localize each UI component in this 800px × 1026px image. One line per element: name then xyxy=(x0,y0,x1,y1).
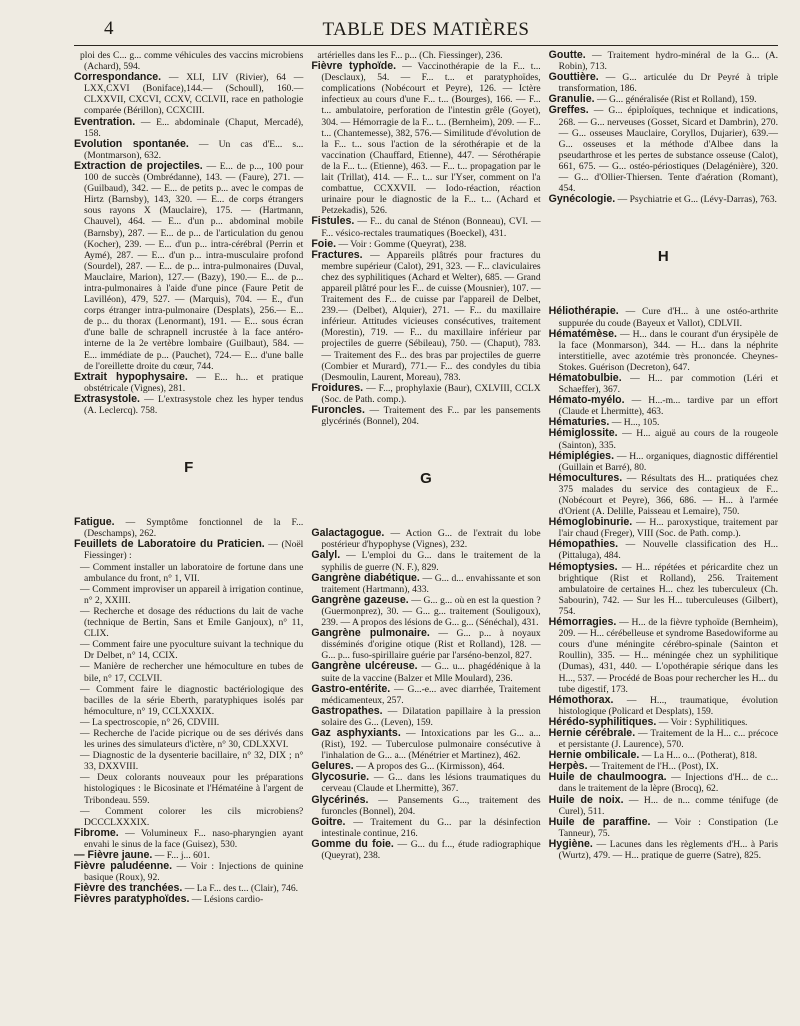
index-entry xyxy=(311,772,540,794)
entry-headword: Hématobulbie. xyxy=(548,371,622,384)
entry-headword: Evolution spontanée. xyxy=(74,137,189,150)
index-entry xyxy=(74,72,303,116)
index-entry xyxy=(74,539,303,561)
index-entry xyxy=(74,861,303,883)
index-entry xyxy=(549,517,778,539)
entry-headword: Fractures. xyxy=(311,248,363,261)
entry-text: — Injections d'H... de c... dans le traitement de la lèpre (Brocq), 62. xyxy=(558,772,778,795)
entry-text: — Psychiatrie et G... (Lévy-Darras), 763. xyxy=(615,194,777,206)
entry-headword: Hématémèse. xyxy=(548,327,617,340)
entry-headword: Eventration. xyxy=(74,115,136,128)
entry-headword: Fistules. xyxy=(311,215,355,228)
entry-text: — Lacunes dans les règlements d'H... à Paris (Wurtz), 479. — H... pratique de guerre (Satre), 825. xyxy=(558,838,778,861)
index-entry xyxy=(311,383,540,405)
entry-text: — H... paroxystique, traitement par l'air chaud (Freger), VIII (Soc. de Path. comp.). xyxy=(558,517,778,540)
entry-text: — XLI, LIV (Rivier), 64 —LXX,CXVI (Boniface),144.— (Schoull), 160.— CLXXVII, CXCVI, CCXV, CCLVII, race en pathologie comparée (Bérillon), CCXCIII. xyxy=(84,72,304,117)
entry-text: — La H... o... (Potherat), 818. xyxy=(639,750,758,762)
entry-text: — Pansements G..., traitement des furoncles (Bonnel), 204. xyxy=(321,794,541,817)
entry-headword: Extrasystole. xyxy=(74,392,140,405)
entry-headword: Hémothorax. xyxy=(548,693,614,706)
entry-text: — Traitement du G... par la désinfection intestinale continue, 216. xyxy=(321,816,541,839)
entry-headword: Fièvres paratyphoïdes. xyxy=(74,893,190,906)
entry-headword: Huile de chaulmoogra. xyxy=(548,771,667,784)
index-entry xyxy=(74,117,303,139)
entry-headword: Hernie cérébrale. xyxy=(548,726,636,739)
entry-text: — H..., 105. xyxy=(609,417,660,429)
running-title: TABLE DES MATIÈRES xyxy=(322,19,530,40)
entry-headword: Foie. xyxy=(311,237,337,250)
entry-headword: Herpès. xyxy=(548,760,588,773)
entry-text: — E... h... et pratique obstétricale (Vignes), 281. xyxy=(84,371,304,394)
index-entry xyxy=(549,817,778,839)
entry-headword: Gangrène pulmonaire. xyxy=(311,627,430,640)
index-columns xyxy=(74,50,778,905)
entry-headword: Hernie ombilicale. xyxy=(548,749,640,762)
entry-text: — L'emploi du G... dans le traitement de la syphilis de guerre (N. F.), 829. xyxy=(321,550,541,573)
index-entry xyxy=(74,661,303,683)
entry-headword: Fièvre des tranchées. xyxy=(74,882,183,895)
entry-text: — Vaccinothérapie de la F... t... (Desclaux), 54. — F... t... et paratyphoïdes, complications (Nobécourt et Peyre), 126. — Ictère infectieux au cours d'une F... t... (Bourges), 166. — F... t... ambulatoire, perforation de l'intestin grêle (Goyet), 304. — Hémorragie de la F... t... (Bernheim), 209. — F... t... (Chantemesse), 382, 576.— Similitude d'évolution de la F... t... sous l'action de la sérothérapie et de la vaccination (Chauffard, Etienne), 447. — Sérothérapie de la F... t... (Etienne), 463. — F... t... propagation par le lait (Trillat), 414. — F... t... sur l'Yser, comment on l'a combattue, CCXXVII. — Iodo-réaction, réaction urinaire pour le diagnostic de la F... t... (Achard et Petzekadis), 526. xyxy=(321,61,541,217)
index-entry xyxy=(549,194,778,205)
entry-headword: Fibrome. xyxy=(74,826,119,839)
entry-text: — Dilatation papillaire à la pression solaire des G... (Leven), 159. xyxy=(321,705,541,728)
index-entry xyxy=(549,306,778,328)
index-entry xyxy=(74,728,303,750)
entry-text: — H... répétées et péricardite chez un brightique (Rist et Rolland), 256. Traitement ambulatoire de certaines H... chez les tuberculeux (Ch. Sabourin), 742. — Sur les H... tuberculeuses (Gilbert), 754. xyxy=(558,561,778,617)
index-entry xyxy=(74,806,303,828)
index-entry xyxy=(74,606,303,639)
header-rule xyxy=(74,45,778,46)
index-entry xyxy=(311,706,540,728)
entry-headword: Glycosurie. xyxy=(311,771,370,784)
index-entry xyxy=(549,105,778,194)
index-entry xyxy=(74,684,303,717)
entry-headword: Extraction de projectiles. xyxy=(74,159,203,172)
entry-headword: Feuillets de Laboratoire du Praticien. xyxy=(74,538,265,551)
entry-text: — Voir : Constipation (Le Tanneur), 75. xyxy=(558,816,778,839)
entry-text: — Action G... de l'extrait du lobe postérieur d'hypophyse (Vignes), 232. xyxy=(321,528,541,551)
entry-headword: Furoncles. xyxy=(311,404,365,416)
index-entry xyxy=(74,161,303,372)
entry-text: — Comment installer un laboratoire de fortune dans une ambulance du front, n° 1, VII. xyxy=(80,561,304,584)
entry-text: — G...-e... avec diarrhée, Traitement médicamenteux, 257. xyxy=(321,683,541,706)
index-entry xyxy=(549,395,778,417)
entry-headword: Gelures. xyxy=(311,760,354,773)
index-entry xyxy=(311,573,540,595)
index-entry xyxy=(549,329,778,373)
index-entry xyxy=(549,373,778,395)
entry-text: ploi des C... g... comme véhicules des vaccins microbiens (Achard), 594. xyxy=(80,50,304,73)
section-letter: G xyxy=(420,470,432,488)
entry-headword: Hémiplégies. xyxy=(548,449,615,462)
entry-text: — Traitement des F... par les pansements glycérinés (Bonnel), 204. xyxy=(321,405,541,428)
entry-headword: Gangrène diabétique. xyxy=(311,571,420,584)
entry-headword: Granulie. xyxy=(548,93,595,106)
index-entry xyxy=(311,216,540,238)
entry-text: — L'extrasystole chez les hyper tendus (A. Leclercq). 758. xyxy=(84,393,304,416)
entry-text: — H...-m... tardive par un effort (Claude et Lhermitte), 463. xyxy=(558,395,778,418)
column-3 xyxy=(549,50,778,905)
index-entry xyxy=(549,451,778,473)
entry-text: — E... de p..., 100 pour 100 de succès (Ombrédanne), 143. — (Faure), 271. — (Guilbaud), 342. — E... de petits p... avec le compas de Hirtz (Barnsby), 143, 320. — E... de corps étrangers sous rayons X (Mauclaire), 175. — (Hartmann, Chauvel), 464. — E... d'un p... abdominal mobile (Barnsby), 287. — E... de p... de l'articulation du genou (Kocher), 239. — E... d'un p... intra-cérébral (Perrin et Aymé), 287. — E... d'un p... intra-musculaire profond (Sourdel), 287. — E... de p... intra-pulmonaires (Duval, Mauclaire, Marion), 127.— (Bazy), 190.— E... de p... intra-pulmonaires à l'aide d'une pince (Faure Petit de Lavilléon), 479, 527. — (Marquis), 704. — E., d'un corps étranger intra-pulmonaire (Desplats), 256.— E... de p... du thorax (Lenormant), 191. — E... sous écran d'une balle de schrapnell incrustée à la face antéro-interne de la 2e vertèbre lombaire (Guilbaut), 584. — E... immédiate de p... (Pauchet), 724.— E... d'une balle de l'oreillette droite du cœur, 744. xyxy=(84,160,304,372)
entry-text: — Résultats des H... pratiquées chez 375 malades du service des contagieux de F... (Nobécourt et Peyre), 366, 686. — H... à l'armée d'Orient (A. Delille, Paisseau et Lemaire), 750. xyxy=(558,472,778,518)
index-entry xyxy=(311,628,540,661)
entry-text: — Comment faire une pyoculture suivant la technique du Dr Delbet, n° 14, CCIX. xyxy=(80,639,304,662)
entry-headword: Héliothérapie. xyxy=(548,305,619,318)
index-entry xyxy=(311,817,540,839)
index-entry xyxy=(74,717,303,728)
entry-text: — G... généralisée (Rist et Rolland), 159. xyxy=(594,94,757,106)
entry-text: — H... par commotion (Léri et Schaeffer), 367. xyxy=(558,372,778,396)
index-entry xyxy=(549,839,778,861)
index-entry xyxy=(74,394,303,416)
page-number: 4 xyxy=(104,18,114,39)
entry-text: — Comment improviser un appareil à irrigation continue, n° 2, XXIII. xyxy=(80,583,304,606)
entry-headword: Greffes. xyxy=(548,104,589,117)
entry-headword: Hémoglobinurie. xyxy=(548,516,633,529)
entry-headword: Correspondance. xyxy=(74,71,162,84)
entry-headword: Gouttière. xyxy=(548,71,599,84)
entry-text: — Diagnostic de la dysenterie bacillaire, n° 32, DIX ; n° 33, DXXVIII. xyxy=(80,750,304,773)
entry-headword: Gastropathes. xyxy=(311,704,383,717)
index-entry xyxy=(74,584,303,606)
index-entry xyxy=(74,894,303,905)
index-entry xyxy=(549,428,778,450)
entry-text: — Appareils plâtrés pour fractures du membre supérieur (Calot), 291, 323. — F... claviculaires chez des syphilitiques (Achard et Welter), 685. — Grand appareil plâtré pour les F... de cuisse (Mousnier), 107. — Traitement des F... de cuisse par l'appareil de Delbet, 239.— (Delbet), Alquier), 271. — F... du maxillaire inférieur. Attitudes vicieuses consécutives, traitement (Morestin), 719. — F... du maxillaire inférieur par projectiles de guerre (Sébileau), 750. — (Chaput), 783. — Traitement des F... des bras par projectiles de guerre (Combier et Murard), 771.— F... des condyles du tibia (Desmoulin, Laurent, Moreau), 783. xyxy=(321,249,541,383)
index-entry xyxy=(74,517,303,539)
page-header xyxy=(74,18,778,44)
index-entry xyxy=(311,528,540,550)
entry-text: — (Noël Fiessinger) : xyxy=(84,539,304,562)
index-entry xyxy=(74,750,303,772)
entry-text: — G... épiploïques, technique et indications, 268. — G... nerveuses (Gosset, Sicard et Dambrin), 270. — G... osseuses Mauclaire, Coryllos, Dujarier), 639.— G... osseuses et la méthode d'Albee dans la pseudarthrose et les pertes de substance osseuse (Calot), 661, 675. — G... ostéo-périostiques (Delagénière), 320. — G... d'Ollier-Thiersen. Tente d'aération (Romant), 454. xyxy=(558,105,778,195)
entry-text: — H..., traumatique, évolution histologique (Policard et Desplats), 159. xyxy=(558,694,778,717)
index-entry xyxy=(311,61,540,216)
entry-text: — E... abdominale (Chaput, Mercadé), 158. xyxy=(84,116,304,139)
section-letter: H xyxy=(657,248,669,266)
index-entry xyxy=(74,772,303,805)
entry-text: — G... articulée du Dr Peyré à triple transformation, 186. xyxy=(558,72,778,95)
entry-headword: Glycérinés. xyxy=(311,793,369,806)
entry-text: — G... dans les lésions traumatiques du cerveau (Claude et Lhermitte), 367. xyxy=(321,772,541,795)
index-entry xyxy=(74,139,303,161)
index-entry xyxy=(311,661,540,683)
entry-text: — H... de n... comme ténifuge (de Curel), 511. xyxy=(558,794,778,817)
entry-text: — H... de la fièvre typhoïde (Bernheim), 209. — H... cérébelleuse et syndrome Basedowiforme au cours d'une méningite cérébro-spinale (Sainton et Roullin), 335. — H... méningée chez un syphilitique (Dumas), 431, 440. — L'opothérapie sérique dans les H..., 537. — Procédé de Boas pour rechercher les H... du tube digestif, 173. xyxy=(558,617,778,695)
entry-text: — Traitement de l'H... (Post), IX. xyxy=(587,761,719,773)
entry-headword: Extrait hypophysaire. xyxy=(74,370,188,383)
entry-headword: Gomme du foie. xyxy=(311,837,394,850)
entry-headword: Galactagogue. xyxy=(311,527,385,540)
entry-text: — F..., prophylaxie (Baur), CXLVIII, CCLX (Soc. de Path. comp.). xyxy=(321,382,541,405)
entry-text: — Comment colorer les cils microbiens? DCCCLXXXIX. xyxy=(80,805,304,828)
entry-headword: Gynécologie. xyxy=(548,193,616,206)
entry-headword: Huile de paraffine. xyxy=(548,815,651,828)
entry-text: — H... aiguë au cours de la rougeole (Sainton), 335. xyxy=(558,428,778,451)
entry-text: — Traitement hydro-minéral de la G... (A. Robin), 713. xyxy=(558,50,778,73)
entry-text: — H... organiques, diagnostic différentiel (Guillain et Barré), 80. xyxy=(558,450,778,473)
entry-headword: Hémorragies. xyxy=(548,616,617,629)
entry-text: — Lésions cardio- xyxy=(189,894,264,906)
entry-headword: Hémoptysies. xyxy=(548,560,618,573)
entry-headword: Fièvre typhoïde. xyxy=(311,60,397,73)
entry-text: — Un cas d'E... s... (Montmarson), 632. xyxy=(84,138,304,161)
entry-text: — Volumineux F... naso-pharyngien ayant envahi le sinus de la face (Guisez), 530. xyxy=(84,827,304,850)
entry-text: — Traitement de la H... c... précoce et persistante (J. Laurence), 570. xyxy=(558,727,778,751)
column-2 xyxy=(311,50,540,905)
entry-headword: Hémocultures. xyxy=(548,471,623,484)
entry-headword: Goitre. xyxy=(311,815,346,828)
index-entry xyxy=(549,473,778,517)
entry-headword: Huile de noix. xyxy=(548,793,624,806)
index-entry xyxy=(549,695,778,717)
entry-text: — A propos des G... (Kirmisson), 464. xyxy=(353,761,505,773)
entry-text: — Voir : Syphilitiques. xyxy=(656,716,748,728)
index-entry xyxy=(311,795,540,817)
index-entry xyxy=(311,728,540,761)
index-entry xyxy=(549,617,778,695)
entry-text: — Symptôme fonctionnel de la F... (Deschamps), 262. xyxy=(84,517,304,540)
entry-text: artérielles dans les F... p... (Ch. Fiessinger), 236. xyxy=(317,50,503,61)
index-entry xyxy=(311,595,540,628)
index-entry xyxy=(74,372,303,394)
index-entry xyxy=(74,828,303,850)
entry-headword: Goutte. xyxy=(548,49,586,61)
index-entry xyxy=(311,839,540,861)
index-entry xyxy=(311,550,540,572)
entry-headword: Hématuries. xyxy=(548,416,610,429)
entry-text: — G... du f..., étude radiographique (Queyrat), 238. xyxy=(321,838,541,861)
entry-text: — G... u... phagédénique à la suite de la vaccine (Balzer et Mlle Moulard), 236. xyxy=(321,661,541,684)
entry-headword: Froidures. xyxy=(311,381,364,394)
index-entry xyxy=(74,50,303,72)
entry-headword: Gangrène ulcéreuse. xyxy=(311,660,418,673)
entry-headword: Fièvre paludéenne. xyxy=(74,860,173,873)
entry-headword: Gangrène gazeuse. xyxy=(311,593,409,606)
entry-text: — Intoxications par les G... a... (Rist), 192. — Tuberculose pulmonaire consécutive à l'inhalation de G... a... (Ménétrier et Martinez), 462. xyxy=(321,727,541,762)
entry-headword: — Fièvre jaune. xyxy=(74,849,153,861)
index-entry xyxy=(549,795,778,817)
entry-headword: Gastro-entérite. xyxy=(311,682,391,695)
entry-headword: Hygiène. xyxy=(548,837,593,850)
index-entry xyxy=(549,72,778,94)
entry-headword: Galyl. xyxy=(311,549,341,562)
entry-text: — Voir : Injections de quinine basique (Roux), 92. xyxy=(84,861,304,884)
section-letter: F xyxy=(184,459,194,477)
entry-text: — Recherche et dosage des réductions du lait de vache (technique de Bertin, Sans et Emile Ganjoux), n° 11, CLIX. xyxy=(80,605,304,640)
entry-text: — Recherche de l'acide picrique ou de ses dérivés dans les urines des simulateurs d'ictère, n° 30, CDLXXVI. xyxy=(80,727,304,751)
entry-headword: Hémopathies. xyxy=(548,538,619,551)
entry-text: — La F... des t... (Clair), 746. xyxy=(182,883,299,895)
index-entry xyxy=(311,250,540,383)
entry-text: — Cure d'H... à une ostéo-arthrite suppurée du coude (Bayeux et Vallot), CDLVII. xyxy=(558,306,778,329)
entry-headword: Hémiglossite. xyxy=(548,427,618,440)
entry-headword: Hémato-myélo. xyxy=(548,394,625,407)
column-1 xyxy=(74,50,303,905)
entry-text: — G... p... à noyaux disséminés d'origine otique (Rist et Rolland), 128. — G... p... fuso-spirillaire guérie par l'arséno-benzol, 827. xyxy=(321,628,541,662)
index-entry xyxy=(549,539,778,561)
entry-text: — G... d... envahissante et son traitement (Hartmann), 433. xyxy=(321,572,541,595)
index-entry xyxy=(549,562,778,617)
entry-headword: Gaz asphyxiants. xyxy=(311,726,401,739)
entry-text: — Manière de rechercher une hémoculture en tubes de bile, n° 17, CCLVII. xyxy=(80,661,304,684)
entry-text: — Comment faire le diagnostic bactériologique des bacilles de la série Eberth, paratyphiques isolés par hémoculture, n° 19, CCLXXXIX. xyxy=(80,683,304,717)
entry-text: — F... du canal de Sténon (Bonneau), CVI. — F... vésico-rectales traumatiques (Boeckel), 431. xyxy=(321,216,541,239)
index-entry xyxy=(549,728,778,750)
entry-text: — Voir : Gomme (Queyrat), 238. xyxy=(336,238,467,250)
entry-headword: Hérédo-syphilitiques. xyxy=(548,715,657,728)
index-entry xyxy=(74,562,303,584)
index-entry xyxy=(311,684,540,706)
entry-headword: Fatigue. xyxy=(74,516,115,529)
entry-text: — H... dans le courant d'un érysipèle de la face (Monmarson), 344. — H... dans la néphrite interstitielle, avec azotémie très prononcée. Cheynes-Stokes. Guérison (Decreton), 647. xyxy=(558,328,778,373)
index-entry xyxy=(311,405,540,427)
entry-text: — Deux colorants nouveaux pour les préparations histologiques : le Bicosinate et l'Hématéine à l'argent de Tribondeau. 559. xyxy=(80,772,304,806)
entry-text: — G... g... où en est la question ? (Guermonprez), 30. — G... g... traitement (Souligoux), 239. — A propos des lésions de G... g... (Sénéchal), 431. xyxy=(321,594,541,629)
index-entry xyxy=(549,772,778,794)
entry-text: — La spectroscopie, n° 26, CDVIII. xyxy=(80,716,220,728)
entry-text: — Nouvelle classification des H... (Pittaluga), 484. xyxy=(558,539,778,562)
index-entry xyxy=(549,50,778,72)
index-entry xyxy=(74,639,303,661)
entry-text: — F... j... 601. xyxy=(152,850,210,861)
